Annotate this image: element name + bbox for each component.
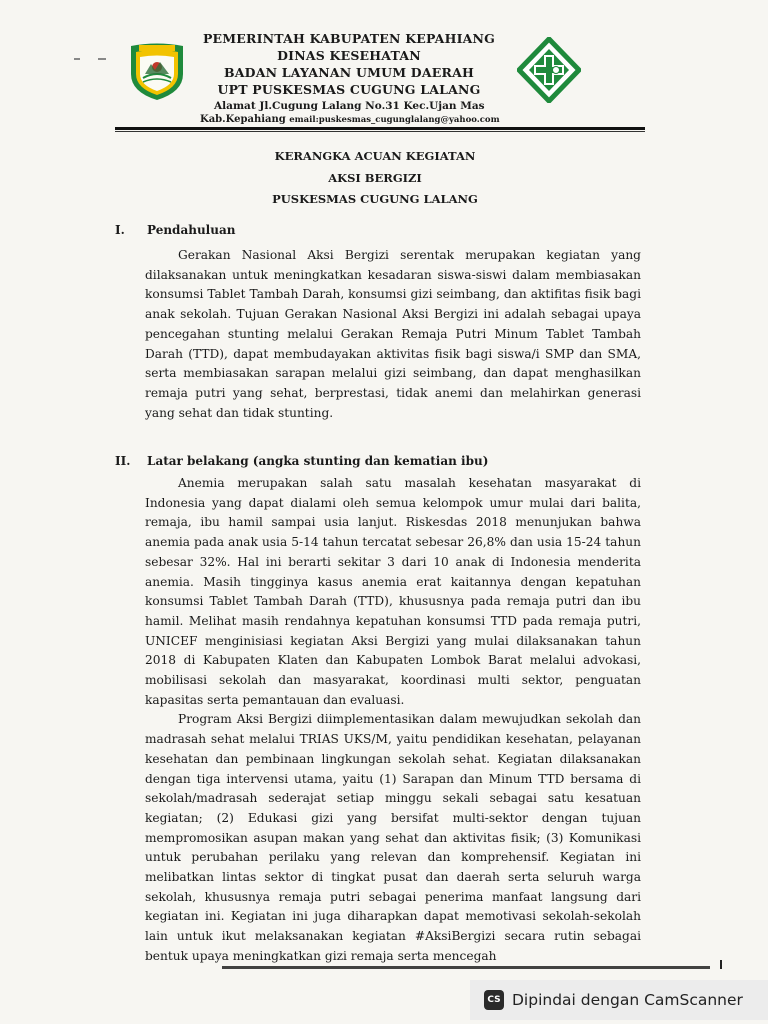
kepahiang-regency-logo xyxy=(127,40,187,102)
letterhead-line-government: PEMERINTAH KABUPATEN KEPAHIANG xyxy=(202,31,496,46)
letterhead-address xyxy=(200,100,520,127)
watermark-text: Dipindai dengan CamScanner xyxy=(512,991,743,1009)
section-title: Pendahuluan xyxy=(147,223,236,237)
address-line: Alamat Jl.Cugung Lalang No.31 Kec.Ujan Mas xyxy=(214,100,485,112)
city-email-line xyxy=(200,113,520,127)
document-titles xyxy=(200,146,550,211)
letterhead-rule-thick xyxy=(115,127,645,130)
email-address: email:puskesmas_cugunglalang@yahoo.com xyxy=(289,115,500,125)
section-title: Latar belakang (angka stunting dan kematian ibu) xyxy=(147,454,489,468)
letterhead-line-agency: BADAN LAYANAN UMUM DAERAH xyxy=(224,65,474,80)
scan-speck xyxy=(98,58,106,60)
scan-speck xyxy=(74,58,80,60)
letterhead-line-puskesmas: UPT PUSKESMAS CUGUNG LALANG xyxy=(217,82,481,97)
section-body xyxy=(145,246,641,423)
section-body xyxy=(145,474,641,967)
paragraph: Program Aksi Bergizi diimplementasikan dalam mewujudkan sekolah dan madrasah sehat melalui TRIAS UKS/M, yaitu pendidikan kesehatan, pelayanan kesehatan dan pembinaan lingkungan sekolah sehat. Kegiatan dilaksanakan dengan tiga intervensi utama, yaitu (1) Sarapan dan Minum TTD bersama di sekolah/madrasah sederajat setiap minggu sekali sebagai satu kesatuan kegiatan; (2) Edukasi gizi yang bersifat multi-sektor dengan tujuan mempromosikan asupan makan yang sehat dan aktivitas fisik; (3) Komunikasi untuk perubahan perilaku yang relevan dan komprehensif. Kegiatan ini melibatkan lintas sektor di tingkat pusat dan daerah serta seluruh warga sekolah, khususnya remaja putri sebagai penerima manfaat langsung dari kegiatan ini. Kegiatan ini juga diharapkan dapat memotivasi sekolah-sekolah lain untuk ikut melaksanakan kegiatan #AksiBergizi secara rutin sebagai bentuk upaya meningkatkan gizi remaja serta mencegah xyxy=(145,712,641,963)
paragraph: Gerakan Nasional Aksi Bergizi serentak merupakan kegiatan yang dilaksanakan untuk meningkatkan kesadaran siswa-siswi dalam membiasakan konsumsi Tablet Tambah Darah, konsumsi gizi seimbang, dan aktifitas fisik bagi anak sekolah. Tujuan Gerakan Nasional Aksi Bergizi ini adalah sebagai upaya pencegahan stunting melalui Gerakan Remaja Putri Minum Tablet Tambah Darah (TTD), dapat membudayakan aktivitas fisik bagi siswa/i SMP dan SMA, serta membiasakan sarapan melalui gizi seimbang, dan dapat menghasilkan remaja putri yang sehat, berprestasi, tidak anemi dan melahirkan generasi yang sehat dan tidak stunting. xyxy=(145,248,641,420)
puskesmas-logo xyxy=(517,37,581,103)
scan-mark xyxy=(720,960,722,969)
document-type-title: KERANGKA ACUAN KEGIATAN xyxy=(274,149,476,163)
page-bottom-rule xyxy=(222,966,710,969)
camscanner-icon: CS xyxy=(484,990,504,1010)
letterhead-line-department: DINAS KESEHATAN xyxy=(277,48,421,63)
section-number: I. xyxy=(115,223,125,237)
letterhead xyxy=(190,30,508,98)
paragraph: Anemia merupakan salah satu masalah kesehatan masyarakat di Indonesia yang dapat dialami oleh semua kelompok umur mulai dari balita, remaja, ibu hamil sampai usia lanjut. Riskesdas 2018 menunjukan bahwa anemia pada anak usia 5-14 tahun tercatat sebesar 26,8% dan usia 15-24 tahun sebesar 32%. Hal ini berarti sekitar 3 dari 10 anak di Indonesia menderita anemia. Masih tingginya kasus anemia erat kaitannya dengan kepatuhan konsumsi Tablet Tambah Darah (TTD), khususnya pada remaja putri dan ibu hamil. Melihat masih rendahnya kepatuhan konsumsi TTD pada remaja putri, UNICEF menginisiasi kegiatan Aksi Bergizi yang mulai dilaksanakan tahun 2018 di Kabupaten Klaten dan Kabupaten Lombok Barat melalui advokasi, mobilisasi sekolah dan masyarakat, koordinasi multi sektor, penguatan kapasitas serta pemantauan dan evaluasi. xyxy=(145,476,641,707)
section-number: II. xyxy=(115,454,131,468)
camscanner-watermark xyxy=(470,980,768,1020)
city: Kab.Kepahiang xyxy=(200,114,286,125)
activity-title: AKSI BERGIZI xyxy=(328,170,422,185)
institution-title: PUSKESMAS CUGUNG LALANG xyxy=(272,192,478,206)
letterhead-rule-thin xyxy=(115,131,645,132)
